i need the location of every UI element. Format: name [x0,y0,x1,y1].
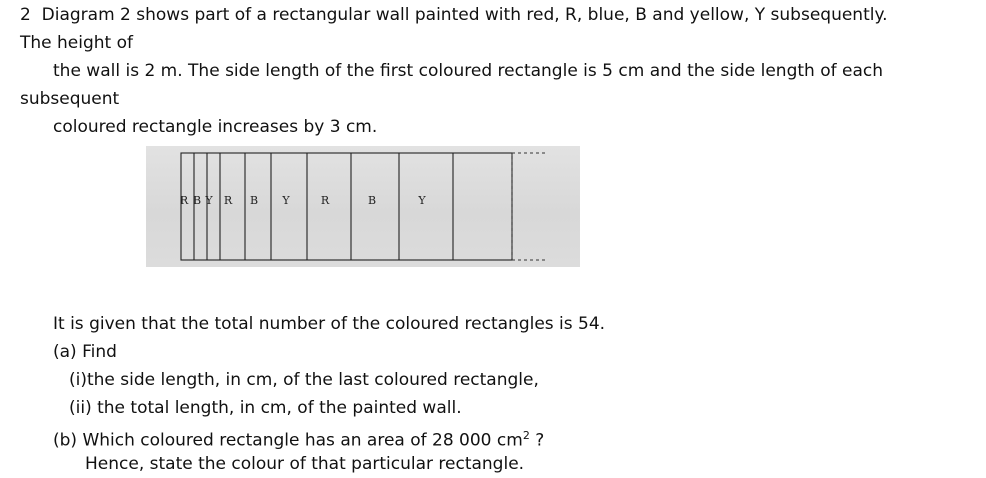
question-intro-text: Diagram 2 shows part of a rectangular wall painted with red, R, blue, B and yellow, Y subsequently. [41,5,888,25]
part-b-superscript: 2 [522,429,530,442]
question-intro-line-5: coloured rectangle increases by 3 cm. [53,117,378,137]
part-a-i: (i)the side length, in cm, of the last coloured rectangle, [69,370,539,390]
part-a-heading: (a) Find [53,342,117,362]
rectangle-label-2: B [192,194,202,207]
rectangle-label-6: Y [282,194,290,207]
part-b-hence: Hence, state the colour of that particular rectangle. [85,454,525,474]
rectangle-label-1: R [179,194,189,207]
rectangle-label-9: Y [418,194,426,207]
part-b-text: (b) Which coloured rectangle has an area of 28 000 cm [53,430,523,451]
given-statement: It is given that the total number of the coloured rectangles is 54. [53,314,606,334]
part-a-ii: (ii) the total length, in cm, of the painted wall. [69,398,462,418]
question-intro-line-1 [20,4,888,26]
part-b-question [53,425,544,452]
rectangle-label-3: Y [205,194,213,207]
question-intro-line-3: the wall is 2 m. The side length of the first coloured rectangle is 5 cm and the side length of each [53,61,883,81]
question-intro-line-2: The height of [20,33,133,53]
question-number: 2 [20,5,31,25]
rectangle-label-7: R [320,194,330,207]
wall-diagram-svg [146,146,580,267]
question-intro-line-4: subsequent [20,89,120,109]
part-b-end: ? [529,430,545,451]
rectangle-label-8: B [367,194,377,207]
wall-diagram [146,146,580,267]
rectangle-label-5: B [249,194,259,207]
rectangle-label-4: R [223,194,233,207]
